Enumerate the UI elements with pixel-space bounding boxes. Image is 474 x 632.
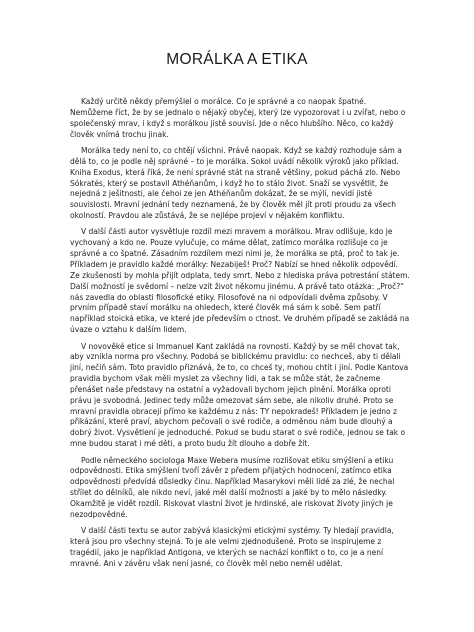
document-body <box>70 97 410 575</box>
paragraph: V další části textu se autor zabývá klasickými etickými systémy. Ty hledají pravidla, která jsou pro všechny stejná. To je ale velmi zjednodušené. Proto se inspirujeme z tragédií, jako je například Antigona, ve kterých se nachází konflikt o to, co je a není mravné. Ani v závěru však není jasné, co člověk měl nebo neměl udělat. <box>70 526 394 568</box>
paragraph: V další části autor vysvětluje rozdíl mezi mravem a morálkou. Mrav odlišuje, kdo je vychovaný a kdo ne. Pouze vylučuje, co máme dělat, zatímco morálka rozlišuje co je správné a co špatné. Zásadním rozdílem mezi nimi je, že morálka se ptá, proč to tak je. Příkladem je pravidlo každé morálky: Nezabiješ! Proč? Nabízí se hned několik odpovědí. Ze zkušenosti by mohla přijít odplata, tedy smrt. Nebo z hlediska práva potrestání státem. Další možností je svědomí – nelze vzít život někomu jinému. A právě tato otázka: „Proč?“ nás zavedla do oblasti filosofické etiky. Filosofové na ni odpovídali dvěma způsoby. V prvním případě staví morálku na ohledech, které člověk má sám k sobě. Sem patří například stoická etika, ve které jde především o ctnost. Ve druhém případě se zakládá na úvaze o vztahu k dalším lidem. <box>70 227 410 335</box>
document-title: MORÁLKA A ETIKA <box>166 51 308 68</box>
paragraph: Morálka tedy není to, co chtějí všichni. Právě naopak. Když se každý rozhoduje sám a dělá to, co je podle něj správné – to je morálka. Sokol uvádí několik výroků jako příklad. Kniha Exodus, která říká, že není správné stát na straně většiny, pokud páchá zlo. Nebo Sókratés, který se postavil Athéňanům, i když ho to stálo život. Snaží se vysvětlit, že nejedná z ješitnosti, ale čehoi ze jen Athéňanům dokázat, že se mýlí, nevidí jisté souvislosti. Mravní jednání tedy neznamená, že by člověk měl jít proti proudu za všech okolností. Pravdou ale zůstává, že se nejlépe projeví v nějakém konfliktu. <box>70 145 402 221</box>
paragraph: Podle německého sociologa Maxe Webera musíme rozlišovat etiku smýšlení a etiku odpovědnosti. Etika smýšlení tvoří závěr z předem přijatých hodnocení, zatímco etika odpovědnosti předvídá důsledky činu. Například Masarykovi měli lidé za zlé, že nechal střílet do dělníků, ale nikdo neví, jaké měl další možnosti a jaké by to mělo následky. Okamžitě je vidět rozdíl. Riskovat vlastní život je hrdinské, ale riskovat životy jiných je nezodpovědné. <box>70 455 395 519</box>
paragraph: Každý určitě někdy přemýšlel o morálce. Co je správné a co naopak špatné. Nemůžeme říct, že by se jednalo o nějaký obyčej, který lze vypozorovat i u zvířat, nebo o společenský mrav, i když s morálkou jistě souvisí. Jde o něco hlubšího. Něco, co každý člověk vnímá trochu jinak. <box>70 97 406 139</box>
paragraph: V novověké etice si Immanuel Kant zakládá na rovnosti. Každý by se měl chovat tak, aby vznikla norma pro všechny. Podobá se biblickému pravidlu: co nechceš, aby ti dělali jiní, nečiň sám. Toto pravidlo přiznává, že to, co chceš ty, mohou chtít i jiní. Podle Kantova pravidla bychom však měli myslet za všechny lidi, a tak se může stát, že začneme přenášet naše představy na ostatní a vyžadovali bychom jejich plnění. Morálka oproti právu je svobodná. Jedinec tedy může omezovat sám sebe, ale nikoliv druhé. Proto se mravní pravidla obracejí přímo ke každému z nás: TY nepokradeš! Příkladem je jedno z přikázání, které praví, abychom pečovali o své rodiče, a odměnou nám bude dlouhý a dobrý život. Vysvětlení je jednoduché. Pokud se budu starat o své rodiče, jednou se tak o mne budou starat i mé děti, a proto budu žít dlouho a dobře žít. <box>70 341 409 449</box>
